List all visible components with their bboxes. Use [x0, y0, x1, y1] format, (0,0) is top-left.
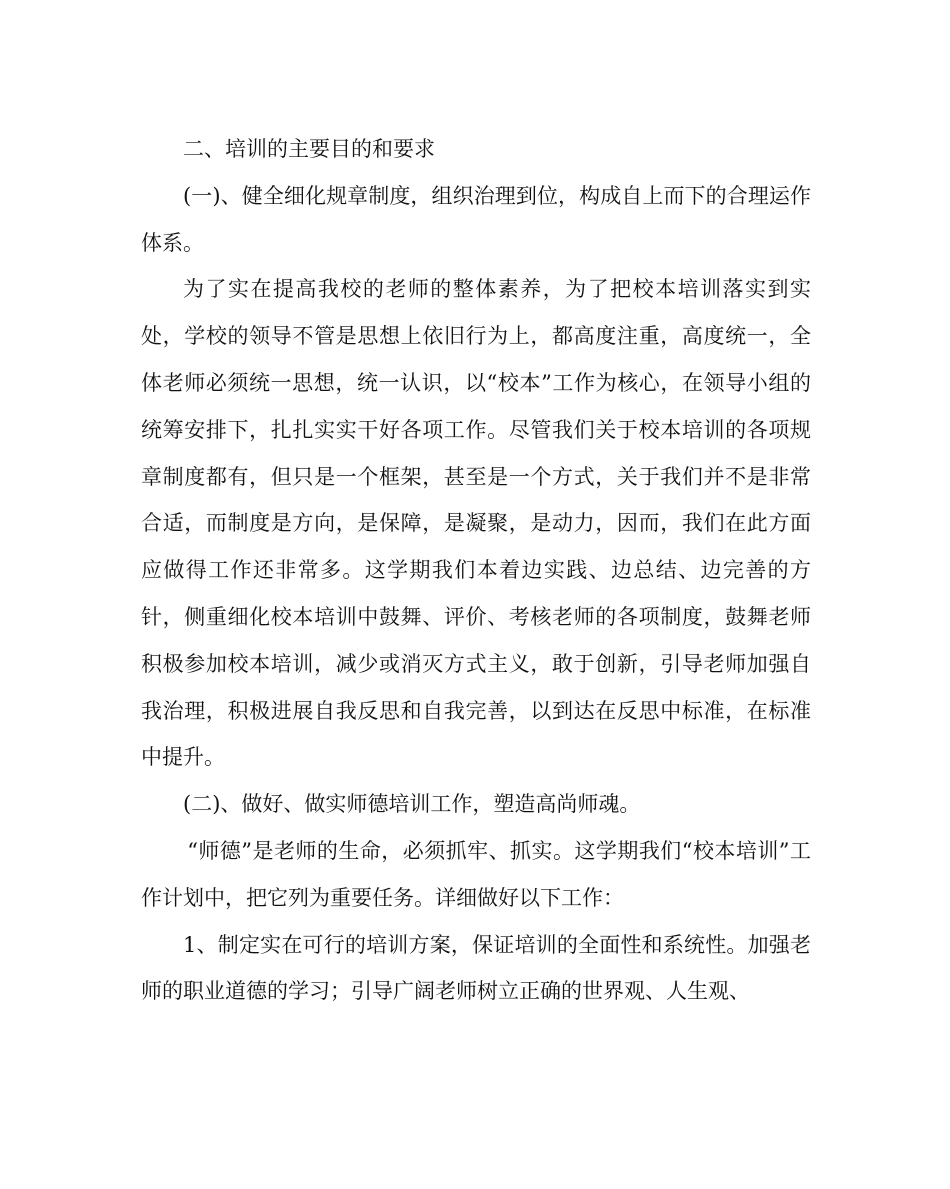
document-body	[141, 126, 811, 1015]
body-paragraph: 为了实在提高我校的老师的整体素养，为了把校本培训落实到实处，学校的领导不管是思想上依旧行为上，都高度注重，高度统一，全体老师必须统一思想，统一认识，以“校本”工作为核心，在领导小组的统筹安排下，扎扎实实干好各项工作。尽管我们关于校本培训的各项规章制度都有，但只是一个框架，甚至是一个方式，关于我们并不是非常合适，而制度是方向，是保障，是凝聚，是动力，因而，我们在此方面应做得工作还非常多。这学期我们本着边实践、边总结、边完善的方针，侧重细化校本培训中鼓舞、评价、考核老师的各项制度，鼓舞老师积极参加校本培训，减少或消灭方式主义，敢于创新，引导老师加强自我治理，积极进展自我反思和自我完善，以到达在反思中标准，在标准中提升。	[141, 277, 811, 770]
subsection-heading-1: (一)、健全细化规章制度，组织治理到位，构成自上而下的合理运作体系。	[141, 183, 811, 255]
subsection-heading-2: (二)、做好、做实师德培训工作，塑造高尚师魂。	[183, 792, 641, 817]
section-heading: 二、培训的主要目的和要求	[183, 137, 435, 161]
list-item: 1、制定实在可行的培训方案，保证培训的全面性和系统性。加强老师的职业道德的学习；引导广阔老师树立正确的世界观、人生观、	[141, 932, 811, 1004]
body-paragraph: “师德”是老师的生命，必须抓牢、抓实。这学期我们“校本培训”工作计划中，把它列为重要任务。详细做好以下工作：	[141, 838, 811, 910]
